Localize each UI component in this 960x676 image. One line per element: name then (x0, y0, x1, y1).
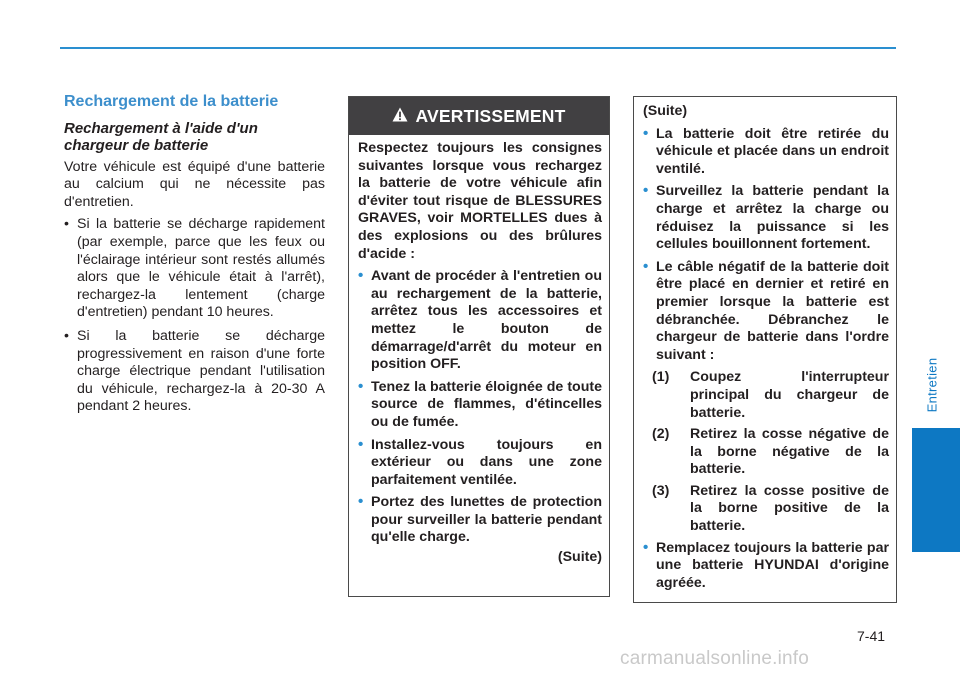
list-item (64, 328, 325, 416)
step-number: (1) (652, 369, 670, 386)
step-text: Coupez l'interrupteur principal du chargeur de batterie. (690, 369, 889, 421)
left-column (64, 93, 325, 422)
list-item (358, 494, 602, 547)
step-text: Retirez la cosse positive de la borne positive de la batterie. (690, 482, 889, 535)
warning-intro: Respectez toujours les consignes suivantes lorsque vous rechargez la batterie de votre véhicule afin d'éviter tout risque de BLESSURES GRAVES, voir MORTELLES dues à des explosions ou des brûlures d'acide : (358, 140, 602, 262)
list-item (643, 183, 889, 253)
warning-box (348, 96, 610, 597)
list-item-text: Remplacez toujours la batterie par une batterie HYUNDAI d'origine agréée. (656, 539, 889, 591)
continuation-box (633, 96, 897, 603)
continuation-body (634, 97, 896, 592)
section-side-label (922, 340, 942, 430)
step-item (652, 426, 889, 479)
bullet-icon: • (64, 327, 69, 344)
bullet-icon: • (643, 182, 649, 200)
bullet-icon: • (358, 377, 364, 395)
list-item-text: Tenez la batterie éloignée de toute source de flammes, d'étincelles ou de fumée. (371, 378, 602, 430)
list-item-text: La batterie doit être retirée du véhicule et placée dans un endroit ventilé. (656, 125, 889, 177)
list-item (643, 126, 889, 179)
step-text: Retirez la cosse négative de la borne négative de la batterie. (690, 426, 889, 478)
bullet-icon: • (643, 124, 649, 142)
bullet-icon: • (358, 493, 364, 511)
warning-title: AVERTISSEMENT (415, 105, 566, 126)
list-item (358, 437, 602, 490)
bullet-icon: • (358, 267, 364, 285)
list-item-text: Si la batterie se décharge rapidement (par exemple, parce que les feux ou l'éclairage intérieur sont restés allumés alors que le véhicule était à l'arrêt), rechargez-la lentement (charge d'entretien) pendant 10 heures. (77, 216, 325, 321)
list-item-text: Si la batterie se décharge progressivement en raison d'une forte charge électrique pendant l'utilisation du véhicule, rechargez-la à 20-30 A pendant 2 heures. (77, 327, 325, 415)
watermark: carmanualsonline.info (620, 648, 810, 669)
list-item-text: Le câble négatif de la batterie doit être placé en dernier et retiré en premier lorsque la batterie est débranchée. Débranchez le chargeur de batterie dans l'ordre suivant : (656, 258, 889, 363)
bullet-icon: • (643, 257, 649, 275)
list-item (64, 216, 325, 322)
warning-body (349, 135, 609, 567)
list-item-text: Avant de procéder à l'entretien ou au rechargement de la batterie, arrêtez tous les accessoires et mettez le bouton de démarrage/d'arrêt du moteur en position OFF. (371, 268, 602, 373)
warning-triangle-icon (392, 106, 408, 127)
warning-header (349, 97, 609, 135)
list-item-text: Installez-vous toujours en extérieur ou dans une zone parfaitement ventilée. (371, 436, 602, 488)
step-item (652, 483, 889, 536)
list-item-text: Portez des lunettes de protection pour surveiller la batterie pendant qu'elle charge. (371, 494, 602, 546)
side-label-text: Entretien (924, 357, 940, 413)
intro-paragraph: Votre véhicule est équipé d'une batterie au calcium qui ne nécessite pas d'entretien. (64, 158, 325, 210)
step-item (652, 369, 889, 422)
list-item (358, 268, 602, 374)
section-side-tab (912, 428, 960, 552)
step-number: (2) (652, 426, 670, 443)
list-item-text: Surveillez la batterie pendant la charge et arrêtez la charge ou réduisez la puissance si les cellules bouillonnent fortement. (656, 183, 889, 253)
list-item (643, 259, 889, 365)
page-number: 7-41 (857, 628, 886, 644)
bullet-icon: • (643, 538, 649, 556)
bullet-icon: • (64, 216, 69, 233)
continued-label: (Suite) (557, 549, 602, 566)
header-rule (60, 47, 896, 49)
section-title: Rechargement de la batterie (64, 93, 279, 110)
list-item (358, 379, 602, 432)
list-item (643, 540, 889, 593)
bullet-icon: • (358, 435, 364, 453)
continuation-header: (Suite) (643, 103, 688, 119)
step-number: (3) (652, 482, 670, 499)
sub-title: Rechargement à l'aide d'un chargeur de batterie (64, 119, 258, 155)
